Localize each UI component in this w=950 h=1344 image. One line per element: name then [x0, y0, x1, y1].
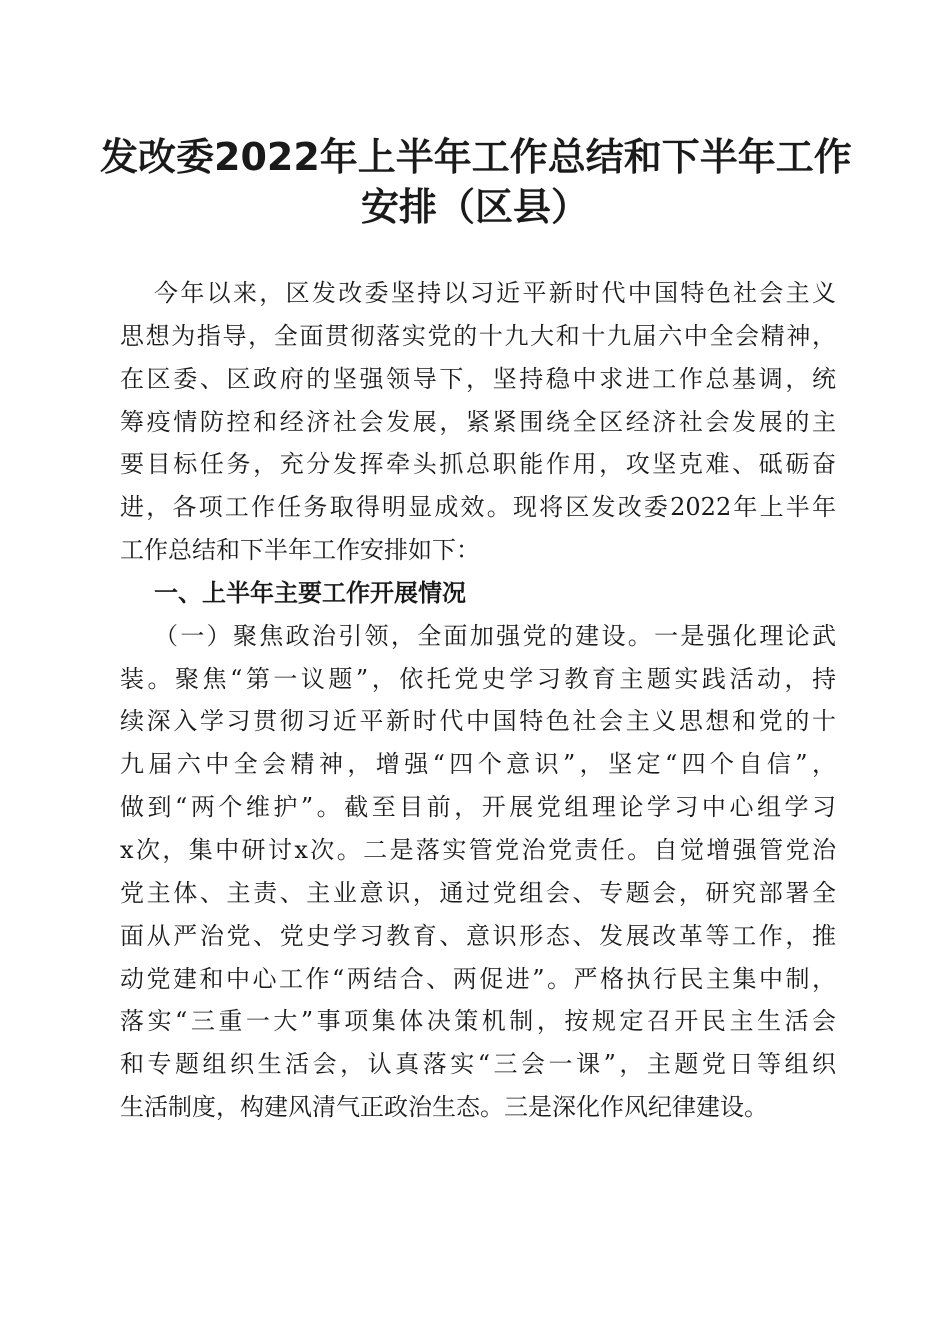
- paragraph-line: 装。聚焦“第一议题”，依托党史学习教育主题实践活动，持: [120, 664, 836, 693]
- paragraph-line: 今年以来，区发改委坚持以习近平新时代中国特色社会主义: [154, 279, 836, 307]
- paragraph-line: （一）聚焦政治引领，全面加强党的建设。一是强化理论武: [154, 621, 836, 650]
- paragraph-line: 动党建和中心工作“两结合、两促进”。严格执行民主集中制，: [120, 964, 836, 993]
- paragraph-line: 续深入学习贯彻习近平新时代中国特色社会主义思想和党的十: [120, 707, 836, 736]
- paragraph-line: 筹疫情防控和经济社会发展，紧紧围绕全区经济社会发展的主: [120, 407, 836, 436]
- paragraph-line: x次，集中研讨x次。二是落实管党治党责任。自觉增强管党治: [120, 835, 836, 864]
- paragraph-line: 和专题组织生活会，认真落实“三会一课”，主题党日等组织: [120, 1050, 836, 1079]
- document-title: [100, 132, 850, 232]
- paragraph-line: 要目标任务，充分发挥牵头抓总职能作用，攻坚克难、砥砺奋: [120, 450, 836, 479]
- paragraph-line: 思想为指导，全面贯彻落实党的十九大和十九届六中全会精神，: [120, 321, 836, 350]
- paragraph-line: 面从严治党、党史学习教育、意识形态、发展改革等工作，推: [120, 921, 836, 950]
- document-body: [120, 272, 836, 1129]
- paragraph-line: 在区委、区政府的坚强领导下，坚持稳中求进工作总基调，统: [120, 364, 836, 393]
- title-line-2: 安排（区县）: [360, 185, 589, 229]
- paragraph-line: 进，各项工作任务取得明显成效。现将区发改委2022年上半年: [120, 493, 836, 522]
- title-line-1: 发改委2022年上半年工作总结和下半年工作: [100, 135, 852, 179]
- paragraph-line: 工作总结和下半年工作安排如下：: [120, 536, 480, 565]
- paragraph-line: 党主体、主责、主业意识，通过党组会、专题会，研究部署全: [120, 878, 836, 907]
- paragraph-line: 落实“三重一大”事项集体决策机制，按规定召开民主生活会: [120, 1007, 836, 1036]
- paragraph-line: 做到“两个维护”。截至目前，开展党组理论学习中心组学习: [120, 793, 836, 822]
- section-heading: 一、上半年主要工作开展情况: [154, 578, 466, 607]
- paragraph-line: 九届六中全会精神，增强“四个意识”，坚定“四个自信”，: [120, 750, 836, 779]
- paragraph-line: 生活制度，构建风清气正政治生态。三是深化作风纪律建设。: [120, 1093, 768, 1122]
